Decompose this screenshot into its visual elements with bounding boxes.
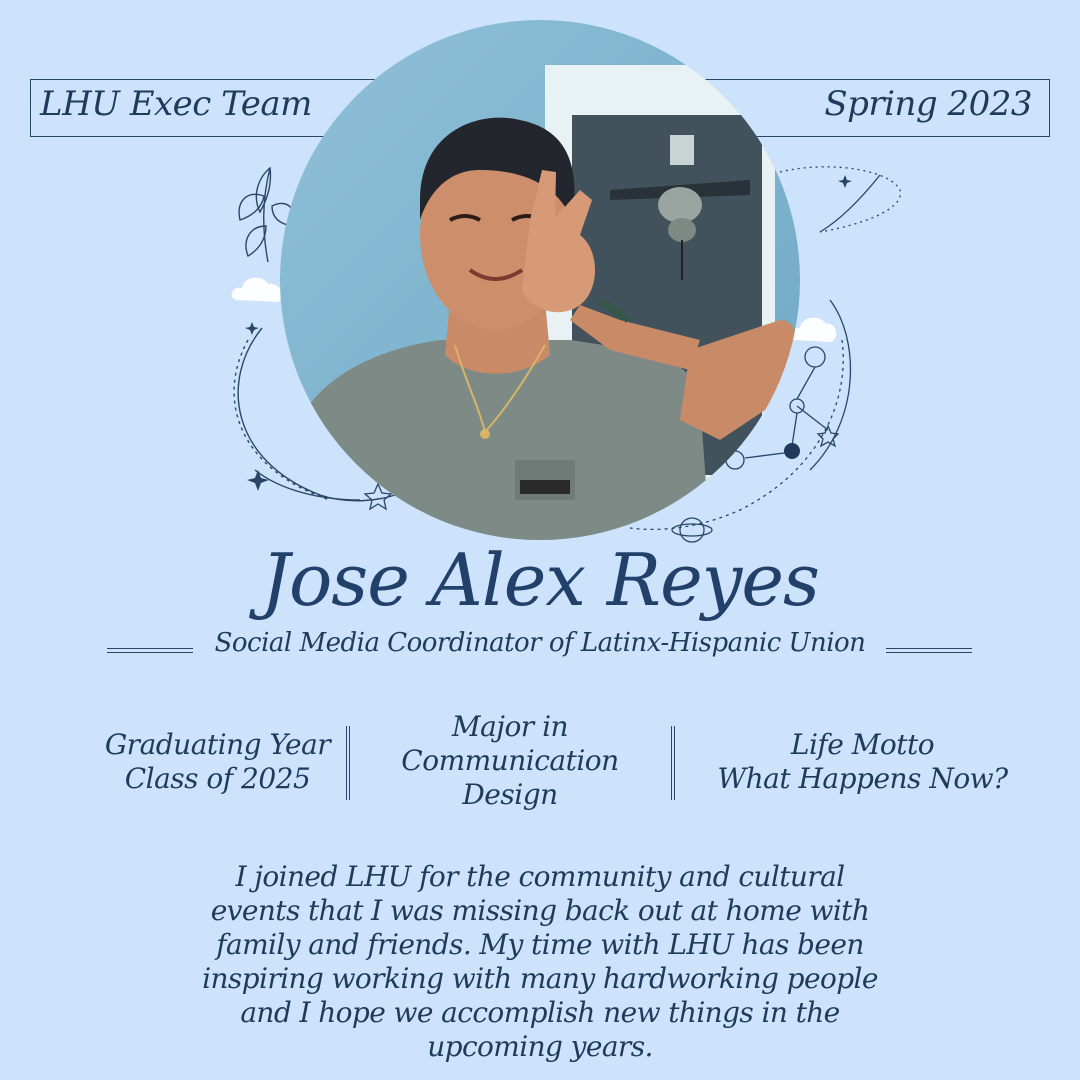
major-block (385, 710, 635, 812)
planet-dot-icon (784, 443, 800, 459)
role-row (0, 628, 1080, 668)
profile-photo-image (280, 20, 800, 540)
member-quote: I joined LHU for the community and cultural events that I was missing back out at home with family and friends. My time with LHU has been inspiring working with many hardworking people and I hope we accomplish new things in the upcoming years. (202, 860, 878, 1063)
life-motto-label: Life Motto (790, 728, 935, 761)
major-value-line1: Communication (401, 744, 619, 777)
member-name: Jose Alex Reyes (261, 538, 819, 622)
profile-photo (280, 20, 800, 540)
life-motto-block (700, 728, 1025, 796)
graduating-year-block (95, 728, 340, 796)
vertical-divider-2 (671, 726, 675, 800)
vertical-divider-1 (346, 726, 350, 800)
major-value-line2: Design (462, 778, 558, 811)
season-label: Spring 2023 (824, 84, 1032, 124)
divider-line-right (886, 648, 972, 653)
life-motto-value: What Happens Now? (717, 762, 1008, 795)
graduating-year-value: Class of 2025 (124, 762, 311, 795)
member-role: Social Media Coordinator of Latinx-Hispanic Union (214, 628, 866, 658)
major-label: Major in (451, 710, 569, 743)
team-label: LHU Exec Team (40, 84, 312, 124)
graduating-year-label: Graduating Year (104, 728, 331, 761)
